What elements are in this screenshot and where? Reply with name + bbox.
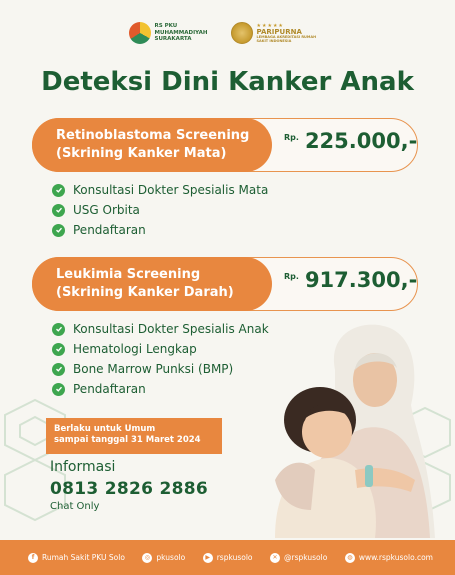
facebook-icon: f xyxy=(28,553,38,563)
logo-bar xyxy=(0,22,455,44)
footer-website[interactable] xyxy=(345,553,433,563)
list-item-label: Konsultasi Dokter Spesialis Mata xyxy=(73,183,269,197)
instagram-icon: ◎ xyxy=(142,553,152,563)
footer-youtube[interactable] xyxy=(203,553,253,563)
list-item-label: Bone Marrow Punksi (BMP) xyxy=(73,362,234,376)
hospital-logo-icon xyxy=(129,22,151,44)
hospital-logo xyxy=(129,22,219,44)
check-icon xyxy=(52,383,65,396)
info-note: Chat Only xyxy=(50,501,100,512)
hospital-name: RS PKU MUHAMMADIYAH SURAKARTA xyxy=(154,23,208,43)
list-item-label: Pendaftaran xyxy=(73,223,146,237)
footer-label: pkusolo xyxy=(156,553,186,562)
price-amount: 917.300,- xyxy=(304,268,418,292)
list-item-label: Konsultasi Dokter Spesialis Anak xyxy=(73,322,269,336)
globe-icon: ◍ xyxy=(345,553,355,563)
footer-label: Rumah Sakit PKU Solo xyxy=(42,553,125,562)
info-phone[interactable]: 0813 2826 2886 xyxy=(50,479,208,499)
footer-facebook[interactable] xyxy=(28,553,125,563)
package-name xyxy=(32,257,272,311)
footer-twitter[interactable] xyxy=(270,553,327,563)
info-label: Informasi xyxy=(50,459,116,475)
list-item xyxy=(52,200,268,220)
footer-label: www.rspkusolo.com xyxy=(358,553,433,562)
accreditation-logo xyxy=(231,22,327,44)
check-icon xyxy=(52,363,65,376)
package-name-line2: (Skrining Kanker Darah) xyxy=(56,285,234,300)
validity-line1: Berlaku untuk Umum xyxy=(54,424,156,434)
validity-line2: sampai tanggal 31 Maret 2024 xyxy=(54,435,201,445)
list-item xyxy=(52,220,268,240)
package-items-list xyxy=(52,180,268,240)
mother-child-photo xyxy=(215,310,455,538)
list-item-label: Hematologi Lengkap xyxy=(73,342,197,356)
package-price xyxy=(284,129,417,153)
footer-bar xyxy=(0,540,455,575)
currency-label: Rp. xyxy=(284,133,299,142)
footer-label: rspkusolo xyxy=(216,553,253,562)
check-icon xyxy=(52,224,65,237)
youtube-icon: ▶ xyxy=(203,553,213,563)
stars-icon: ★★★★★ xyxy=(256,22,284,29)
check-icon xyxy=(52,204,65,217)
accreditation-seal-icon xyxy=(231,22,253,44)
accreditation-name: PARIPURNA xyxy=(256,27,302,36)
list-item xyxy=(52,180,268,200)
package-price xyxy=(284,268,417,292)
price-amount: 225.000,- xyxy=(304,129,418,153)
package-name xyxy=(32,118,272,172)
footer-label: @rspkusolo xyxy=(284,553,328,562)
package-leukimia xyxy=(32,257,418,311)
page-title: Deteksi Dini Kanker Anak xyxy=(41,67,414,97)
package-name-line1: Leukimia Screening xyxy=(56,267,201,282)
footer-instagram[interactable] xyxy=(142,553,185,563)
validity-banner xyxy=(46,418,222,454)
list-item-label: Pendaftaran xyxy=(73,382,146,396)
check-icon xyxy=(52,343,65,356)
package-name-line1: Retinoblastoma Screening xyxy=(56,128,250,143)
currency-label: Rp. xyxy=(284,272,299,281)
accreditation-subtitle: LEMBAGA AKREDITASI RUMAH SAKIT INDONESIA xyxy=(256,35,317,44)
package-name-line2: (Skrining Kanker Mata) xyxy=(56,146,227,161)
check-icon xyxy=(52,323,65,336)
check-icon xyxy=(52,184,65,197)
twitter-icon: ✕ xyxy=(270,553,280,563)
package-retinoblastoma xyxy=(32,118,418,172)
list-item-label: USG Orbita xyxy=(73,203,140,217)
